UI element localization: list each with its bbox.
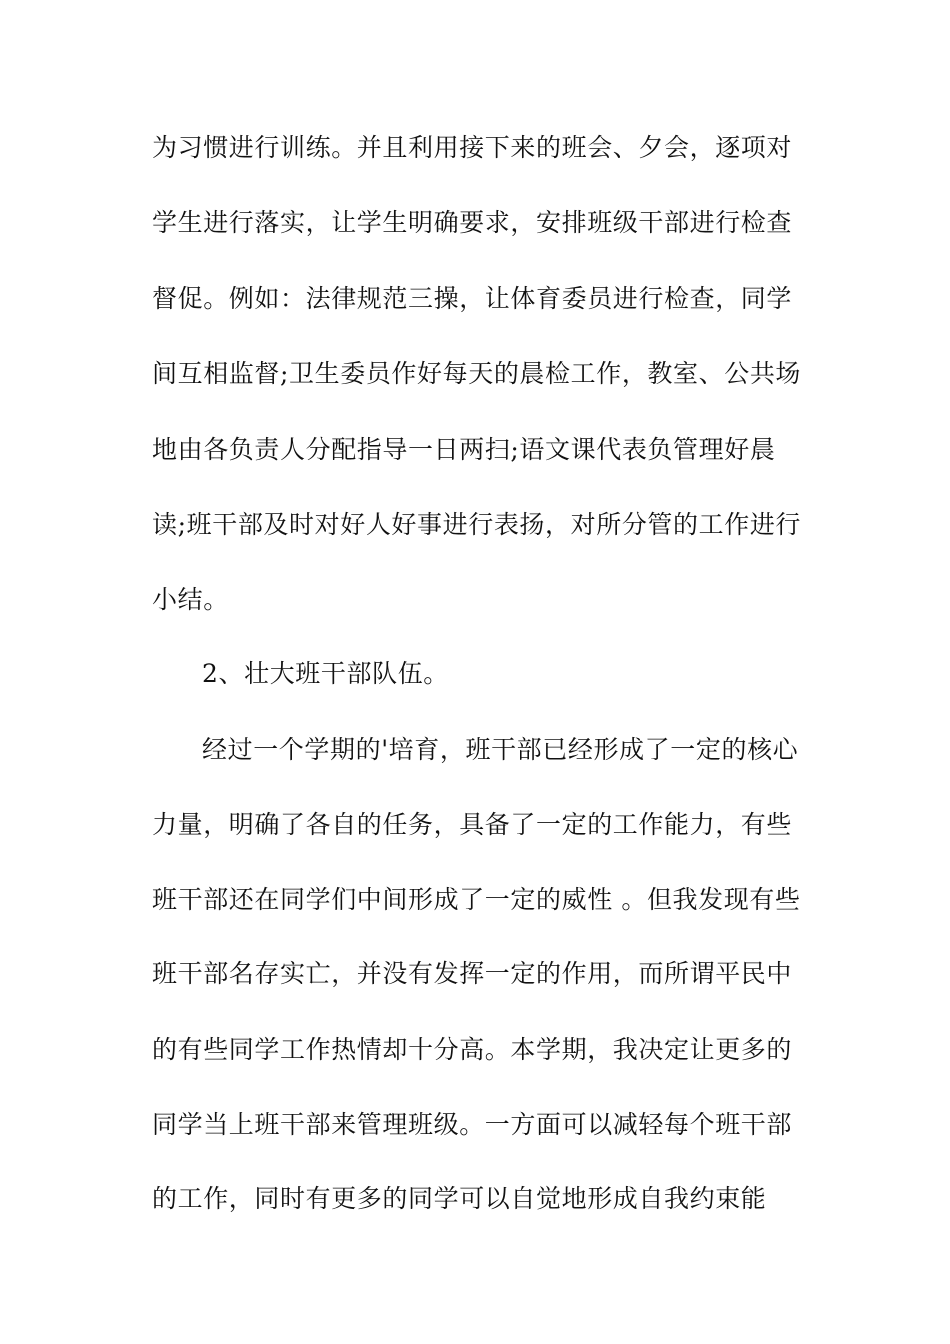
text-line: 班干部名存实亡，并没有发挥一定的作用，而所谓平民中 [152, 959, 793, 988]
text-line: 小结。 [152, 585, 229, 614]
text-line: 督促。例如：法律规范三操，让体育委员进行检查，同学 [152, 284, 793, 313]
paragraph-first-line: 经过一个学期的'培育，班干部已经形成了一定的核心 [202, 735, 799, 764]
text-line: 为习惯进行训练。并且利用接下来的班会、夕会，逐项对 [152, 133, 793, 162]
text-line: 同学当上班干部来管理班级。一方面可以减轻每个班干部 [152, 1110, 793, 1139]
text-line: 的有些同学工作热情却十分高。本学期，我决定让更多的 [152, 1035, 793, 1064]
text-line: 读;班干部及时对好人好事进行表扬，对所分管的工作进行 [152, 510, 802, 539]
text-line: 学生进行落实，让学生明确要求，安排班级干部进行检查 [152, 208, 793, 237]
text-line: 的工作，同时有更多的同学可以自觉地形成自我约束能 [152, 1184, 767, 1213]
text-line: 力量，明确了各自的任务，具备了一定的工作能力，有些 [152, 810, 793, 839]
text-line: 间互相监督;卫生委员作好每天的晨检工作，教室、公共场 [152, 359, 802, 388]
section-heading: 2、壮大班干部队伍。 [202, 659, 449, 688]
text-line: 地由各负责人分配指导一日两扫;语文课代表负管理好晨 [152, 435, 776, 464]
text-line: 班干部还在同学们中间形成了一定的威性 。但我发现有些 [152, 885, 801, 914]
